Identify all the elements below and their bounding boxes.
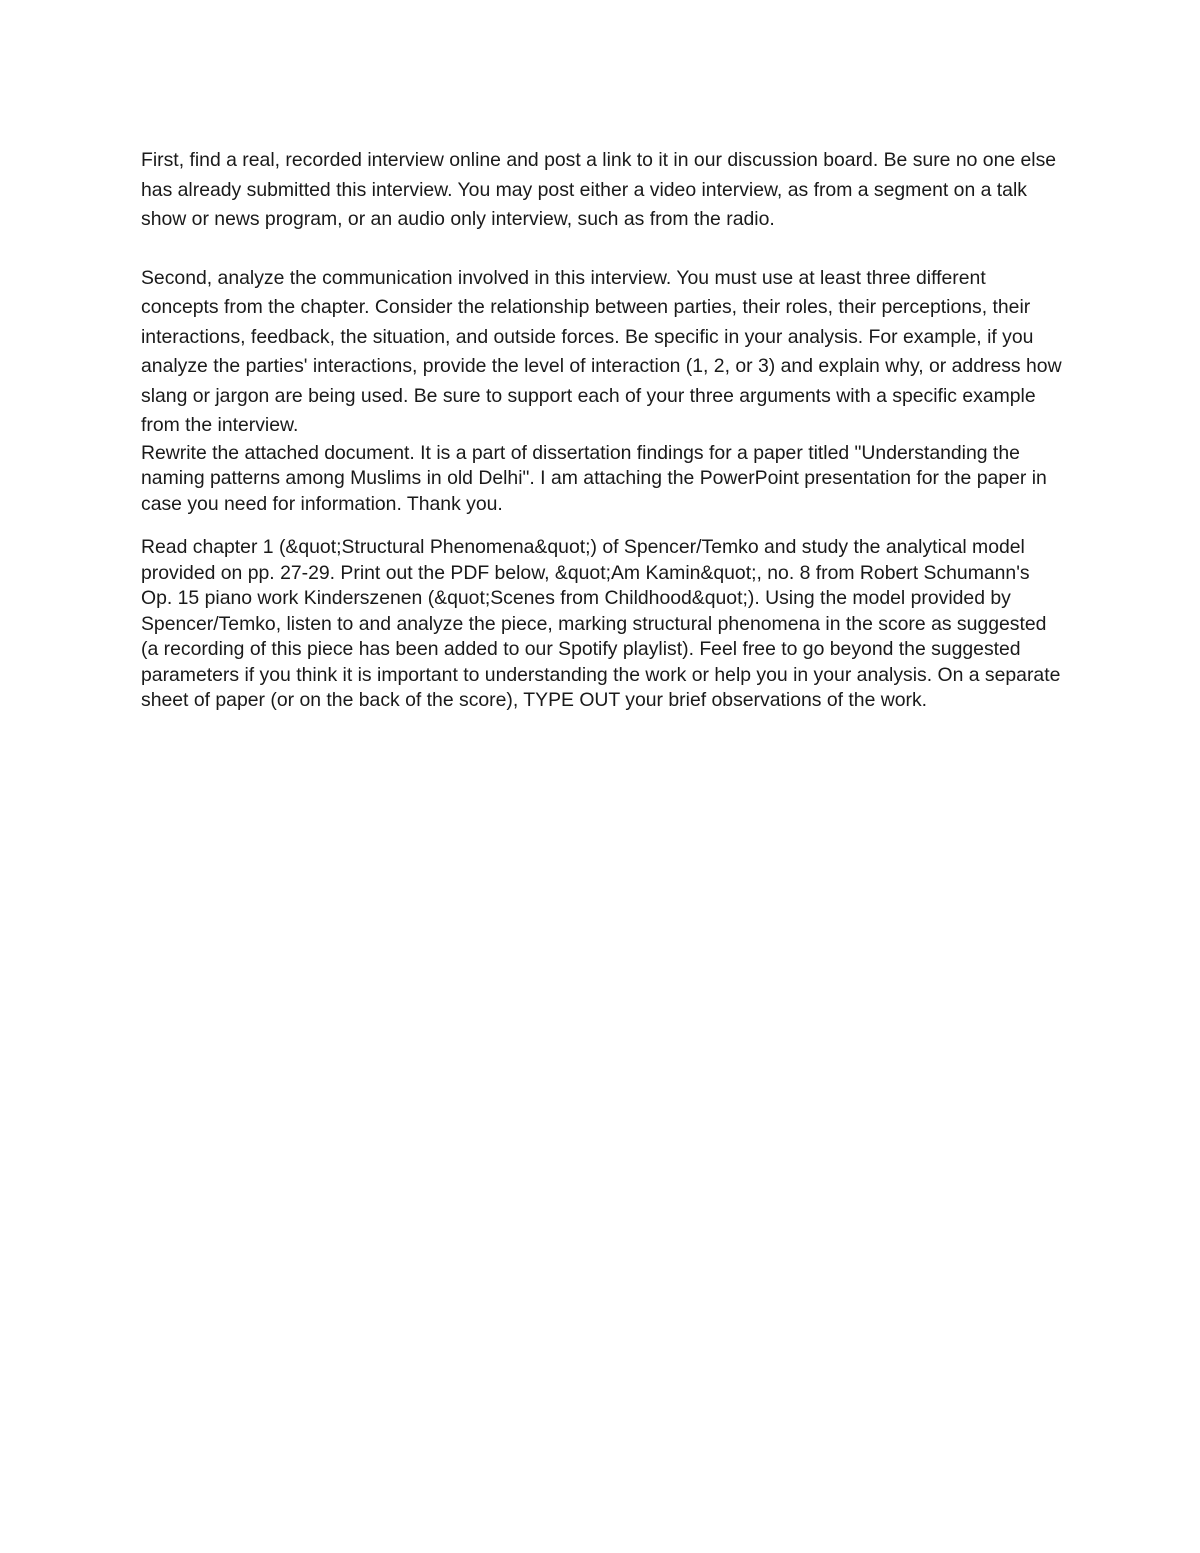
paragraph-interview-instructions: First, find a real, recorded interview online and post a link to it in our discussion board. Be sure no one else has already submitted this interview. You may post either a video interview, as from a segment on a talk show or news program, or an audio only interview, such as from the radio. [141, 149, 1057, 230]
paragraph-analysis-instructions: Second, analyze the communication involved in this interview. You must use at least three different concepts from the chapter. Consider the relationship between parties, their roles, their perceptions, their interactions, feedback, the situation, and outside forces. Be specific in your analysis. For example, if you analyze the parties' interactions, provide the level of interaction (1, 2, or 3) and explain why, or address how slang or jargon are being used. Be sure to support each of your three arguments with a specific example from the interview. [141, 266, 1062, 436]
paragraph-reading-assignment: Read chapter 1 (&quot;Structural Phenomena&quot;) of Spencer/Temko and study the analytical model provided on pp. 27-29. Print out the PDF below, &quot;Am Kamin&quot;, no. 8 from Robert Schumann's Op. 15 piano work Kinderszenen (&quot;Scenes from Childhood&quot;). Using the model provided by Spencer/Temko, listen to and analyze the piece, marking structural phenomena in the score as suggested (a recording of this piece has been added to our Spotify playlist). Feel free to go beyond the suggested parameters if you think it is important to understanding the work or help you in your analysis. On a separate sheet of paper (or on the back of the score), TYPE OUT your brief observations of the work. [141, 536, 1061, 711]
document-body [141, 146, 1066, 714]
paragraph-rewrite-request: Rewrite the attached document. It is a part of dissertation findings for a paper titled "Understanding the naming patterns among Muslims in old Delhi". I am attaching the PowerPoint presentation for the paper in case you need for information. Thank you. [141, 441, 1047, 515]
